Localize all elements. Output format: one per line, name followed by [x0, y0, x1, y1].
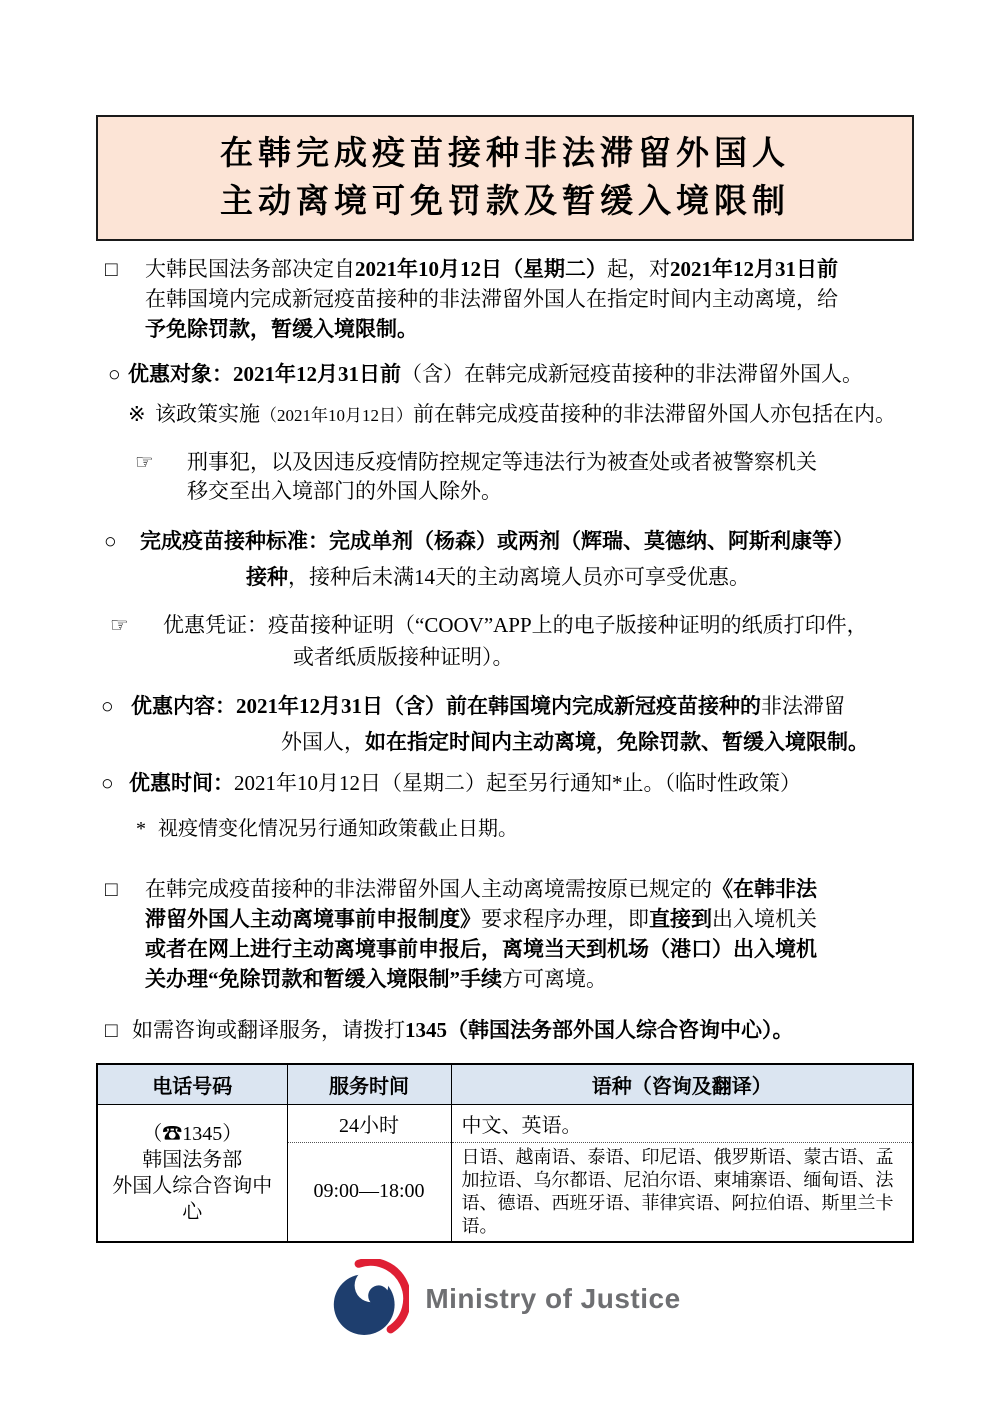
text-line: 滞留外国人主动离境事前申报制度》要求程序办理，即直接到出入境机关 [145, 907, 817, 931]
service-hours-cell: 09:00—18:00 [287, 1142, 451, 1242]
pointing-hand-icon: ☞ [135, 450, 154, 474]
square-bullet-icon: □ [105, 257, 118, 281]
text-line: 接种，接种后未满14天的主动离境人员亦可享受优惠。 [246, 565, 750, 589]
note-asterisk [96, 814, 914, 844]
page-title-line1: 在韩完成疫苗接种非法滞留外国人 [220, 136, 790, 172]
reference-mark-icon: ※ [128, 402, 146, 426]
text-line: 优惠凭证：疫苗接种证明（“COOV”APP上的电子版接种证明的纸质打印件， [163, 613, 868, 637]
text-line: 移交至出入境部门的外国人除外。 [187, 479, 502, 503]
text-line: 大韩民国法务部决定自2021年10月12日（星期二）起，对2021年12月31日前 [145, 257, 838, 281]
text-line: 予免除罚款，暂缓入境限制。 [145, 317, 418, 341]
paragraph-procedure [96, 874, 914, 994]
text-line: 关办理“免除罚款和暂缓入境限制”手续方可离境。 [145, 967, 607, 991]
hotline-table [96, 1063, 914, 1243]
item-vaccination-standard [96, 523, 914, 595]
phone-number-line: （☎1345） [142, 1122, 243, 1145]
text-line: 优惠内容：2021年12月31日（含）前在韩国境内完成新冠疫苗接种的非法滞留 [131, 694, 845, 718]
text-line: 在韩完成疫苗接种的非法滞留外国人主动离境需按原已规定的《在韩非法 [145, 877, 817, 901]
text-line: 或者纸质版接种证明）。 [293, 645, 514, 669]
pointing-hand-icon: ☞ [110, 613, 129, 637]
org-name-line: 韩国法务部 [142, 1148, 243, 1171]
text-line: 优惠对象：2021年12月31日前（含）在韩完成新冠疫苗接种的非法滞留外国人。 [128, 362, 863, 386]
text-line: 该政策实施（2021年10月12日）前在韩完成疫苗接种的非法滞留外国人亦包括在内。 [155, 402, 896, 426]
text-line: 如需咨询或翻译服务，请拨打1345（韩国法务部外国人综合咨询中心）。 [132, 1018, 794, 1042]
circle-bullet-icon: ○ [101, 694, 114, 718]
text-line: 或者在网上进行主动离境事前申报后，离境当天到机场（港口）出入境机 [145, 937, 817, 961]
text-line: 在韩国境内完成新冠疫苗接种的非法滞留外国人在指定时间内主动离境，给 [145, 287, 838, 311]
title-banner [96, 115, 914, 241]
table-header-row [97, 1064, 913, 1104]
square-bullet-icon: □ [105, 877, 118, 901]
note-voucher [96, 609, 914, 673]
circle-bullet-icon: ○ [108, 362, 121, 386]
ministry-name: Ministry of Justice [425, 1282, 681, 1314]
header-service-hours: 服务时间 [287, 1064, 451, 1104]
service-hours-cell: 24小时 [287, 1104, 451, 1142]
item-benefit-content [96, 688, 914, 760]
note-reference [96, 399, 914, 431]
footer [96, 1259, 914, 1339]
org-center-line: 外国人综合咨询中心 [112, 1174, 273, 1223]
paragraph-hotline [96, 1015, 914, 1045]
page-title-line2: 主动离境可免罚款及暂缓入境限制 [220, 184, 790, 220]
text-line: 刑事犯，以及因违反疫情防控规定等违法行为被查处或者被警察机关 [187, 450, 817, 474]
paragraph-policy-summary [96, 254, 914, 344]
phone-icon: ☎ [162, 1122, 183, 1145]
text-line: 视疫情变化情况另行通知政策截止日期。 [158, 818, 518, 840]
circle-bullet-icon: ○ [101, 771, 114, 795]
languages-cell: 日语、越南语、泰语、印尼语、俄罗斯语、蒙古语、孟加拉语、乌尔都语、尼泊尔语、柬埔寨语、缅甸语、法语、德语、西班牙语、菲律宾语、阿拉伯语、斯里兰卡语。 [451, 1142, 913, 1242]
text-line: 完成疫苗接种标准：完成单剂（杨森）或两剂（辉瑞、莫德纳、阿斯利康等） [140, 529, 854, 553]
note-exclusions [96, 448, 914, 506]
languages-cell: 中文、英语。 [451, 1104, 913, 1142]
asterisk-marker: * [136, 818, 146, 840]
item-benefit-target [96, 359, 914, 389]
text-line: 优惠时间：2021年10月12日（星期二）起至另行通知*止。（临时性政策） [129, 771, 801, 795]
item-benefit-period [96, 768, 914, 798]
table-row [97, 1104, 913, 1142]
circle-bullet-icon: ○ [104, 529, 117, 553]
emblem-navy-comma [369, 1285, 390, 1306]
header-phone-number: 电话号码 [97, 1064, 287, 1104]
government-emblem-logo [329, 1259, 409, 1339]
header-languages: 语种（咨询及翻译） [451, 1064, 913, 1104]
phone-number-cell [97, 1104, 287, 1242]
text-line: 外国人，如在指定时间内主动离境，免除罚款、暂缓入境限制。 [281, 730, 869, 754]
square-bullet-icon: □ [105, 1018, 118, 1042]
